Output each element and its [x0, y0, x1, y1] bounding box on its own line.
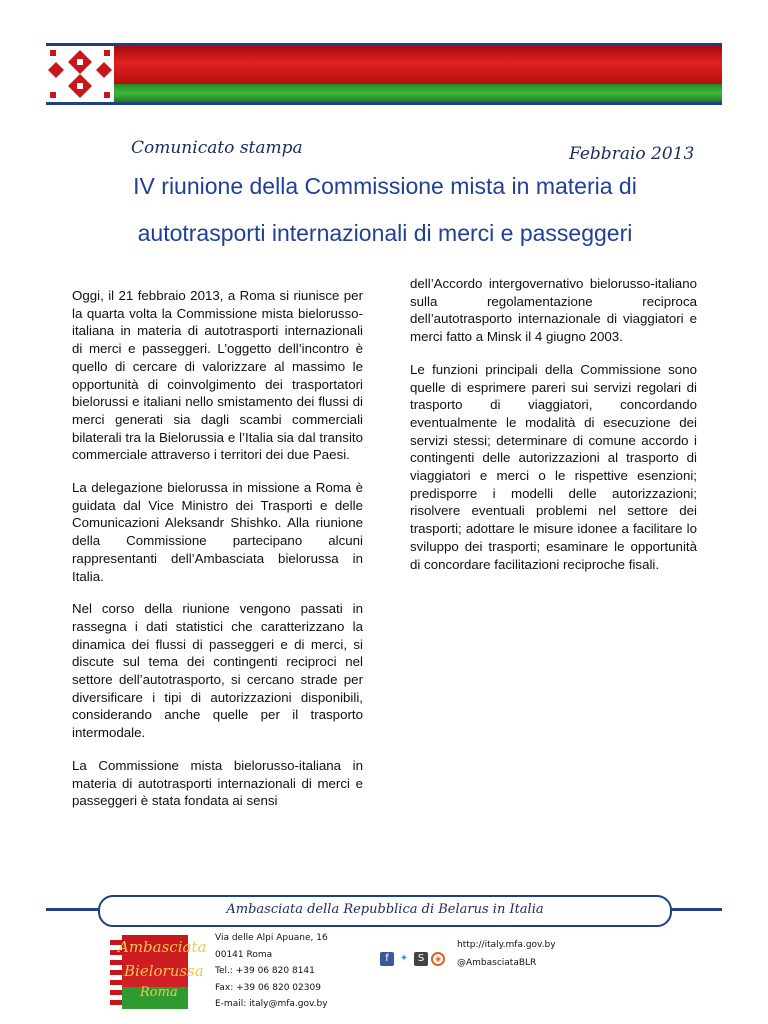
embassy-name: Ambasciata della Repubblica di Belarus in Italia: [226, 902, 544, 917]
twitter-handle[interactable]: @AmbasciataBLR: [457, 958, 537, 968]
website-link[interactable]: http://italy.mfa.gov.by: [457, 940, 556, 950]
paragraph: Oggi, il 21 febbraio 2013, a Roma si riunisce per la quarta volta la Commissione mista bielorusso-italiana in materia di autotrasporti internazionali di merci e passeggeri. L’oggetto dell’incontro è quello di cercare di valorizzare al massimo le opportunità di coinvolgimento dei trasportatori bielorussi e italiani nello smistamento dei flussi di merci generati sia dagli scambi commerciali bilaterali tra la Bielorussia e l’Italia sia dal transito commerciale attraverso i territori dei due Paesi.: [72, 288, 363, 463]
city: 00141 Roma: [215, 949, 273, 960]
press-release-label: Comunicato stampa: [131, 138, 303, 158]
skype-icon[interactable]: S: [414, 952, 428, 966]
web-links: [457, 936, 556, 972]
footer-pill: [98, 895, 672, 927]
text-column-right: [410, 275, 697, 588]
date-label: Febbraio 2013: [569, 144, 695, 164]
paragraph: Le funzioni principali della Commissione sono quelle di esprimere pareri sui servizi regolari di trasporto di viaggiatori, concordando eventualmente le modalità di esecuzione dei servizi stessi; determinare di comune accordo i contingenti delle autorizzazioni al trasporto di viaggiatori e merci o le rispettive esenzioni; predisporre i modelli delle autorizzazioni; risolvere eventuali problemi nel settore dei trasporti; adottare le misure idonee a facilitare lo sviluppo dei trasporti; esaminare le opportunità di concordare facilitazioni reciproche fisali.: [410, 361, 697, 572]
page-title-line1: IV riunione della Commissione mista in materia di: [133, 173, 637, 199]
email[interactable]: E-mail: italy@mfa.gov.by: [215, 999, 328, 1009]
logo-line1: Ambasciata: [118, 938, 207, 956]
banner-red-stripe: [114, 46, 722, 84]
paragraph: La Commissione mista bielorusso-italiana in materia di autotrasporti internazionali di merci e passeggeri è stata fondata ai sensi: [72, 757, 363, 809]
address: Via delle Alpi Apuane, 16: [215, 933, 328, 943]
paragraph: La delegazione bielorussa in missione a Roma è guidata dal Vice Ministro dei Trasporti e delle Comunicazioni Aleksandr Shishko. Alla riunione della Commissione partecipano alcuni rappresentanti dell’Ambasciata bielorussa in Italia.: [72, 480, 363, 584]
banner-green-stripe: [114, 84, 722, 102]
header-banner: [46, 43, 722, 105]
social-icons: [380, 952, 445, 966]
fax: Fax: +39 06 820 02309: [215, 982, 321, 993]
text-column-left: [72, 287, 363, 825]
paragraph: Nel corso della riunione vengono passati in rassegna i dati statistici che caratterizzano la dinamica dei flussi di passeggeri e di merci, si discute sul tema dei contingenti reciproci nel settore dell’autotrasporto, si cercano strade per diversificare i tipi di autorizzazioni disponibili, considerando anche quelle per il trasporto intermodale.: [72, 601, 363, 741]
page-title-line2: autotrasporti internazionali di merci e passeggeri: [137, 220, 633, 246]
footer-banner: [46, 895, 722, 925]
logo-line3: Roma: [140, 985, 178, 1000]
facebook-icon[interactable]: f: [380, 952, 394, 966]
banner-bottom-line: [46, 102, 722, 105]
embassy-logo: [110, 935, 207, 1009]
telephone: Tel.: +39 06 820 8141: [215, 966, 315, 976]
logo-line2: Bielorussa: [124, 962, 204, 980]
rss-icon[interactable]: ◉: [431, 952, 445, 966]
belarus-ornament-icon: [46, 46, 114, 102]
twitter-icon[interactable]: ✦: [397, 952, 411, 966]
contact-block: [215, 930, 328, 1013]
paragraph: dell’Accordo intergovernativo bielorusso-italiano sulla regolamentazione reciproca dell’autotrasporto internazionale di viaggiatori e merci fatto a Minsk il 4 giugno 2003.: [410, 276, 697, 345]
